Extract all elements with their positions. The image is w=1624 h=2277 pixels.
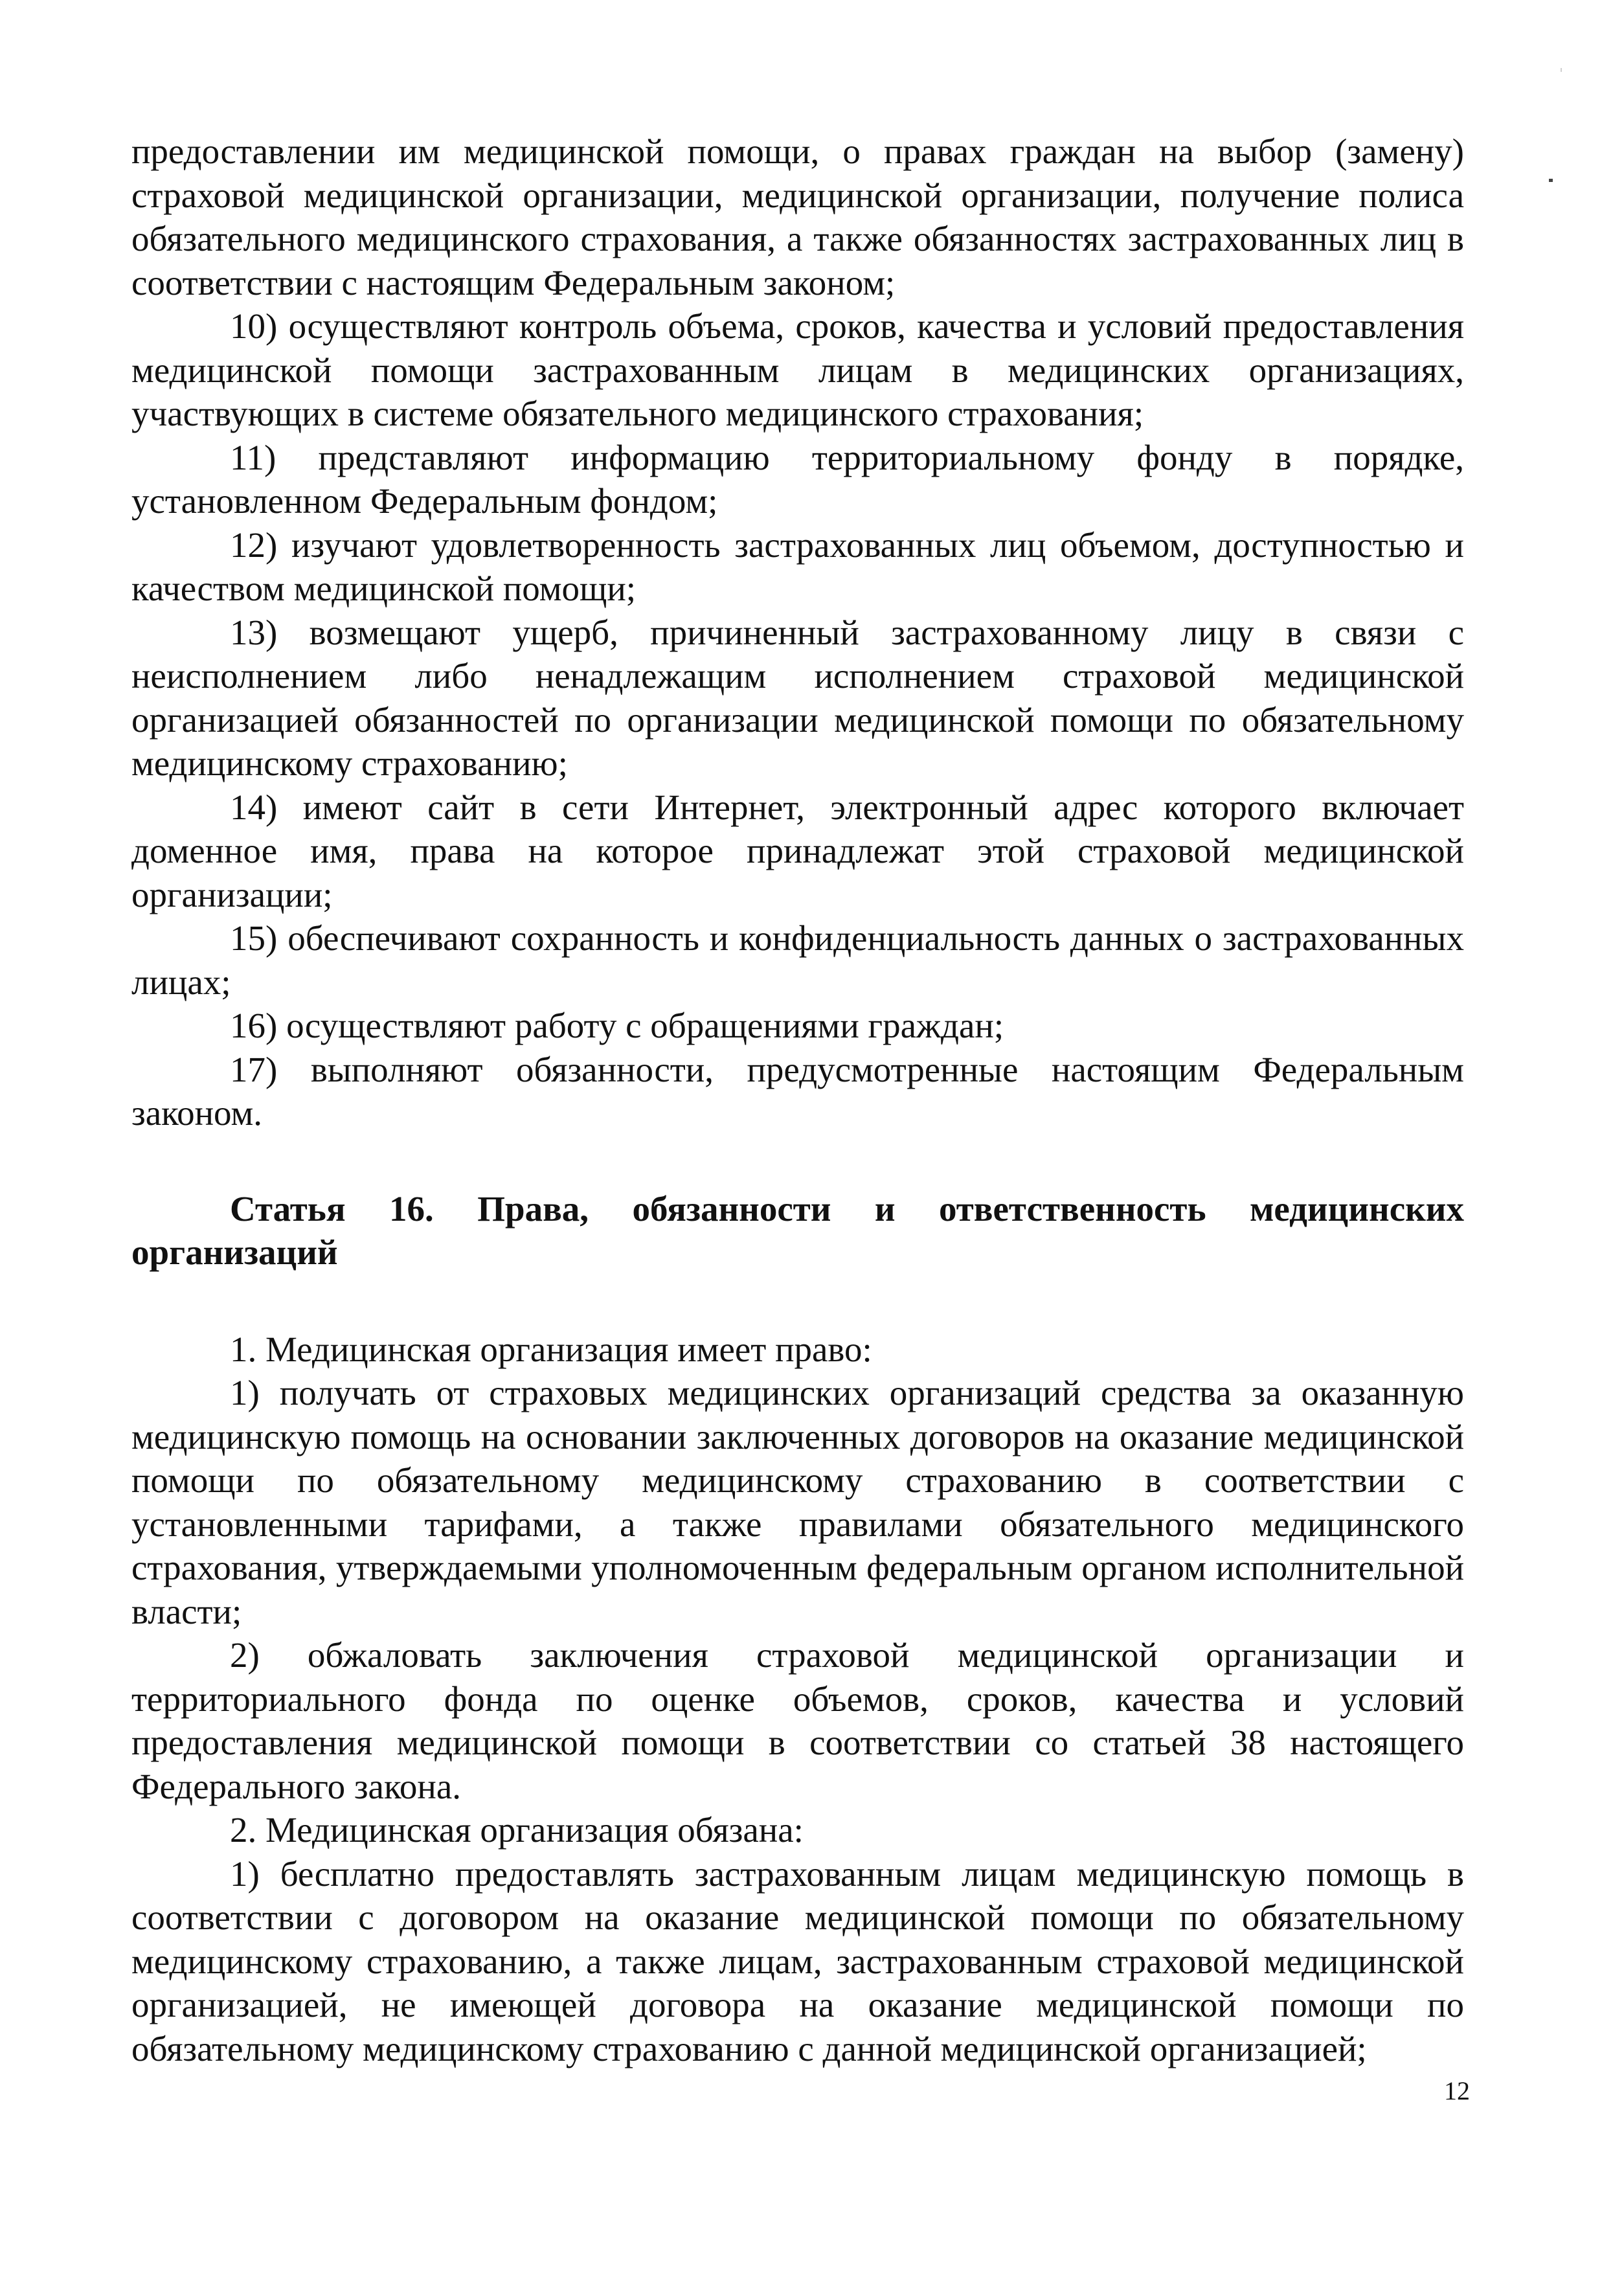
clause-2: 2. Медицинская организация обязана:	[230, 1810, 804, 1850]
list-item-10: 10) осуществляют контроль объема, сроков, качества и условий предоставления медицинской помощи застрахованным лицам в медицинских организациях, участвующих в системе обязательного медицинского страхования;	[131, 306, 1464, 433]
clause-1-item-2: 2) обжаловать заключения страховой медицинской организации и территориального фонда по оценке объемов, сроков, качества и условий предоставления медицинской помощи в соответствии со статьей 38 настоящего Федерального закона.	[131, 1635, 1464, 1806]
article-heading: Статья 16. Права, обязанности и ответственность медицинских организаций	[131, 1188, 1464, 1272]
list-item-14: 14) имеют сайт в сети Интернет, электронный адрес которого включает доменное имя, права на которое принадлежат этой страховой медицинской организации;	[131, 787, 1464, 914]
paragraph-continuation: предоставлении им медицинской помощи, о правах граждан на выбор (замену) страховой медицинской организации, медицинской организации, получение полиса обязательного медицинского страхования, а также обязанностях застрахованных лиц в соответствии с настоящим Федеральным законом;	[131, 131, 1464, 302]
scan-speck	[1561, 68, 1562, 72]
scan-dot	[1549, 179, 1553, 182]
list-item-15: 15) обеспечивают сохранность и конфиденциальность данных о застрахованных лицах;	[131, 918, 1464, 1002]
clause-1: 1. Медицинская организация имеет право:	[230, 1329, 872, 1369]
list-item-11: 11) представляют информацию территориальному фонду в порядке, установленном Федеральным фондом;	[131, 437, 1464, 521]
page-number: 12	[1444, 2076, 1470, 2105]
document-body	[131, 130, 1464, 2070]
list-item-16: 16) осуществляют работу с обращениями граждан;	[230, 1006, 1004, 1045]
clause-1-item-1: 1) получать от страховых медицинских организаций средства за оказанную медицинскую помощь на основании заключенных договоров на оказание медицинской помощи по обязательному медицинскому страхованию в соответствии с установленными тарифами, а также правилами обязательного медицинского страхования, утверждаемыми уполномоченным федеральным органом исполнительной власти;	[131, 1373, 1464, 1631]
list-item-12: 12) изучают удовлетворенность застрахованных лиц объемом, доступностью и качеством медицинской помощи;	[131, 525, 1464, 608]
list-item-17: 17) выполняют обязанности, предусмотренные настоящим Федеральным законом.	[131, 1049, 1464, 1133]
clause-2-item-1: 1) бесплатно предоставлять застрахованным лицам медицинскую помощь в соответствии с договором на оказание медицинской помощи по обязательному медицинскому страхованию, а также лицам, застрахованным страховой медицинской организацией, не имеющей договора на оказание медицинской помощи по обязательному медицинскому страхованию с данной медицинской организацией;	[131, 1853, 1464, 2068]
list-item-13: 13) возмещают ущерб, причиненный застрахованному лицу в связи с неисполнением либо ненадлежащим исполнением страховой медицинской организацией обязанностей по организации медицинской помощи по обязательному медицинскому страхованию;	[131, 612, 1464, 783]
